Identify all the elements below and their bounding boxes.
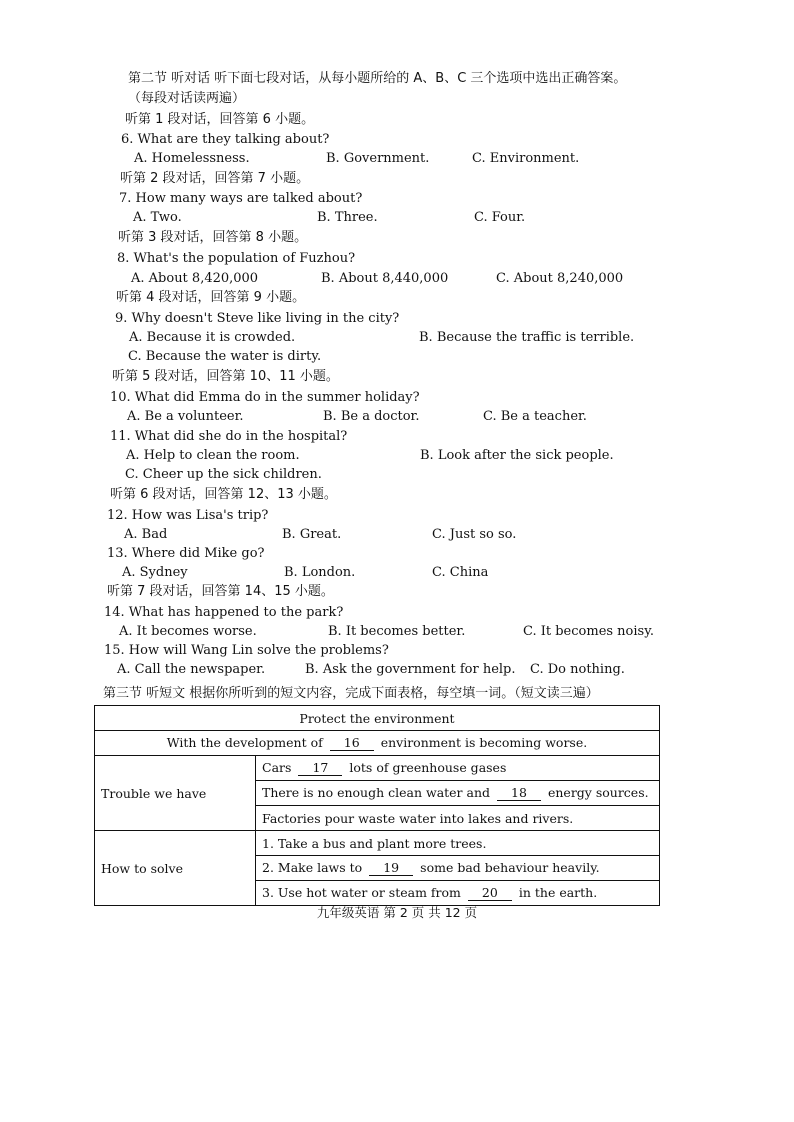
table-row: With the development of 16 environment is becoming worse. bbox=[95, 731, 660, 756]
option-c: C. About 8,240,000 bbox=[496, 271, 624, 286]
answer-blank-16[interactable]: 16 bbox=[330, 735, 374, 751]
option-c: C. Just so so. bbox=[432, 527, 517, 542]
question-stem: 9. Why doesn't Steve like living in the city? bbox=[115, 311, 400, 326]
dialog-intro: 听第 2 段对话，回答第 7 小题。 bbox=[120, 171, 310, 186]
option-b: B. It becomes better. bbox=[328, 624, 466, 639]
dialog-intro: 听第 6 段对话，回答第 12、13 小题。 bbox=[110, 487, 337, 502]
answer-blank-19[interactable]: 19 bbox=[369, 860, 413, 876]
dialog-intro: 听第 1 段对话，回答第 6 小题。 bbox=[125, 112, 315, 127]
option-c: C. Cheer up the sick children. bbox=[125, 467, 322, 482]
table-row: 2. Make laws to 19 some bad behaviour heavily. bbox=[256, 856, 660, 881]
dialog-intro: 听第 7 段对话，回答第 14、15 小题。 bbox=[107, 584, 334, 599]
option-a: A. Homelessness. bbox=[134, 151, 250, 166]
option-b: B. Government. bbox=[326, 151, 430, 166]
table-row: 1. Take a bus and plant more trees. bbox=[256, 831, 660, 856]
option-b: B. London. bbox=[284, 565, 356, 580]
answer-blank-17[interactable]: 17 bbox=[298, 760, 342, 776]
option-c: C. Because the water is dirty. bbox=[128, 349, 322, 364]
trouble-label: Trouble we have bbox=[95, 756, 256, 831]
option-a: A. Two. bbox=[133, 210, 182, 225]
question-stem: 15. How will Wang Lin solve the problems? bbox=[104, 643, 389, 658]
option-a: A. Be a volunteer. bbox=[127, 409, 244, 424]
page-footer: 九年级英语 第 2 页 共 12 页 bbox=[316, 905, 478, 920]
option-a: A. Call the newspaper. bbox=[117, 662, 266, 677]
question-stem: 13. Where did Mike go? bbox=[107, 546, 265, 561]
table-heading: Protect the environment bbox=[95, 706, 660, 731]
section2-title: 第二节 听对话 听下面七段对话，从每小题所给的 A、B、C 三个选项中选出正确答案。 bbox=[128, 71, 627, 86]
solve-label: How to solve bbox=[95, 831, 256, 906]
question-stem: 6. What are they talking about? bbox=[121, 132, 330, 147]
option-a: A. It becomes worse. bbox=[119, 624, 257, 639]
answer-blank-20[interactable]: 20 bbox=[468, 885, 512, 901]
section3-title: 第三节 听短文 根据你所听到的短文内容，完成下面表格，每空填一词。（短文读三遍） bbox=[103, 686, 599, 701]
option-b: B. Great. bbox=[282, 527, 342, 542]
question-stem: 14. What has happened to the park? bbox=[104, 605, 344, 620]
option-a: A. Help to clean the room. bbox=[126, 448, 300, 463]
table-row: There is no enough clean water and 18 energy sources. bbox=[256, 781, 660, 806]
option-a: A. Bad bbox=[124, 527, 168, 542]
option-c: C. Be a teacher. bbox=[483, 409, 587, 424]
dialog-intro: 听第 5 段对话，回答第 10、11 小题。 bbox=[112, 369, 339, 384]
question-stem: 10. What did Emma do in the summer holiday? bbox=[110, 390, 420, 405]
option-a: A. Sydney bbox=[122, 565, 188, 580]
question-stem: 12. How was Lisa's trip? bbox=[107, 508, 269, 523]
table-row: 3. Use hot water or steam from 20 in the earth. bbox=[256, 881, 660, 906]
option-c: C. Do nothing. bbox=[530, 662, 625, 677]
option-b: B. Be a doctor. bbox=[323, 409, 420, 424]
question-stem: 7. How many ways are talked about? bbox=[119, 191, 363, 206]
dialog-intro: 听第 3 段对话，回答第 8 小题。 bbox=[118, 230, 308, 245]
listening-table bbox=[94, 705, 660, 906]
option-b: B. Because the traffic is terrible. bbox=[419, 330, 635, 345]
option-c: C. Four. bbox=[474, 210, 526, 225]
option-a: A. Because it is crowded. bbox=[129, 330, 296, 345]
question-stem: 11. What did she do in the hospital? bbox=[110, 429, 348, 444]
option-b: B. Three. bbox=[317, 210, 378, 225]
option-b: B. About 8,440,000 bbox=[321, 271, 449, 286]
dialog-intro: 听第 4 段对话，回答第 9 小题。 bbox=[116, 290, 306, 305]
table-row: Factories pour waste water into lakes and rivers. bbox=[256, 806, 660, 831]
option-b: B. Look after the sick people. bbox=[420, 448, 614, 463]
option-c: C. Environment. bbox=[472, 151, 580, 166]
answer-blank-18[interactable]: 18 bbox=[497, 785, 541, 801]
option-b: B. Ask the government for help. bbox=[305, 662, 516, 677]
question-stem: 8. What's the population of Fuzhou? bbox=[117, 251, 356, 266]
section2-note: （每段对话读两遍） bbox=[128, 91, 246, 106]
option-a: A. About 8,420,000 bbox=[131, 271, 259, 286]
option-c: C. China bbox=[432, 565, 489, 580]
option-c: C. It becomes noisy. bbox=[523, 624, 654, 639]
table-row: Cars 17 lots of greenhouse gases bbox=[256, 756, 660, 781]
